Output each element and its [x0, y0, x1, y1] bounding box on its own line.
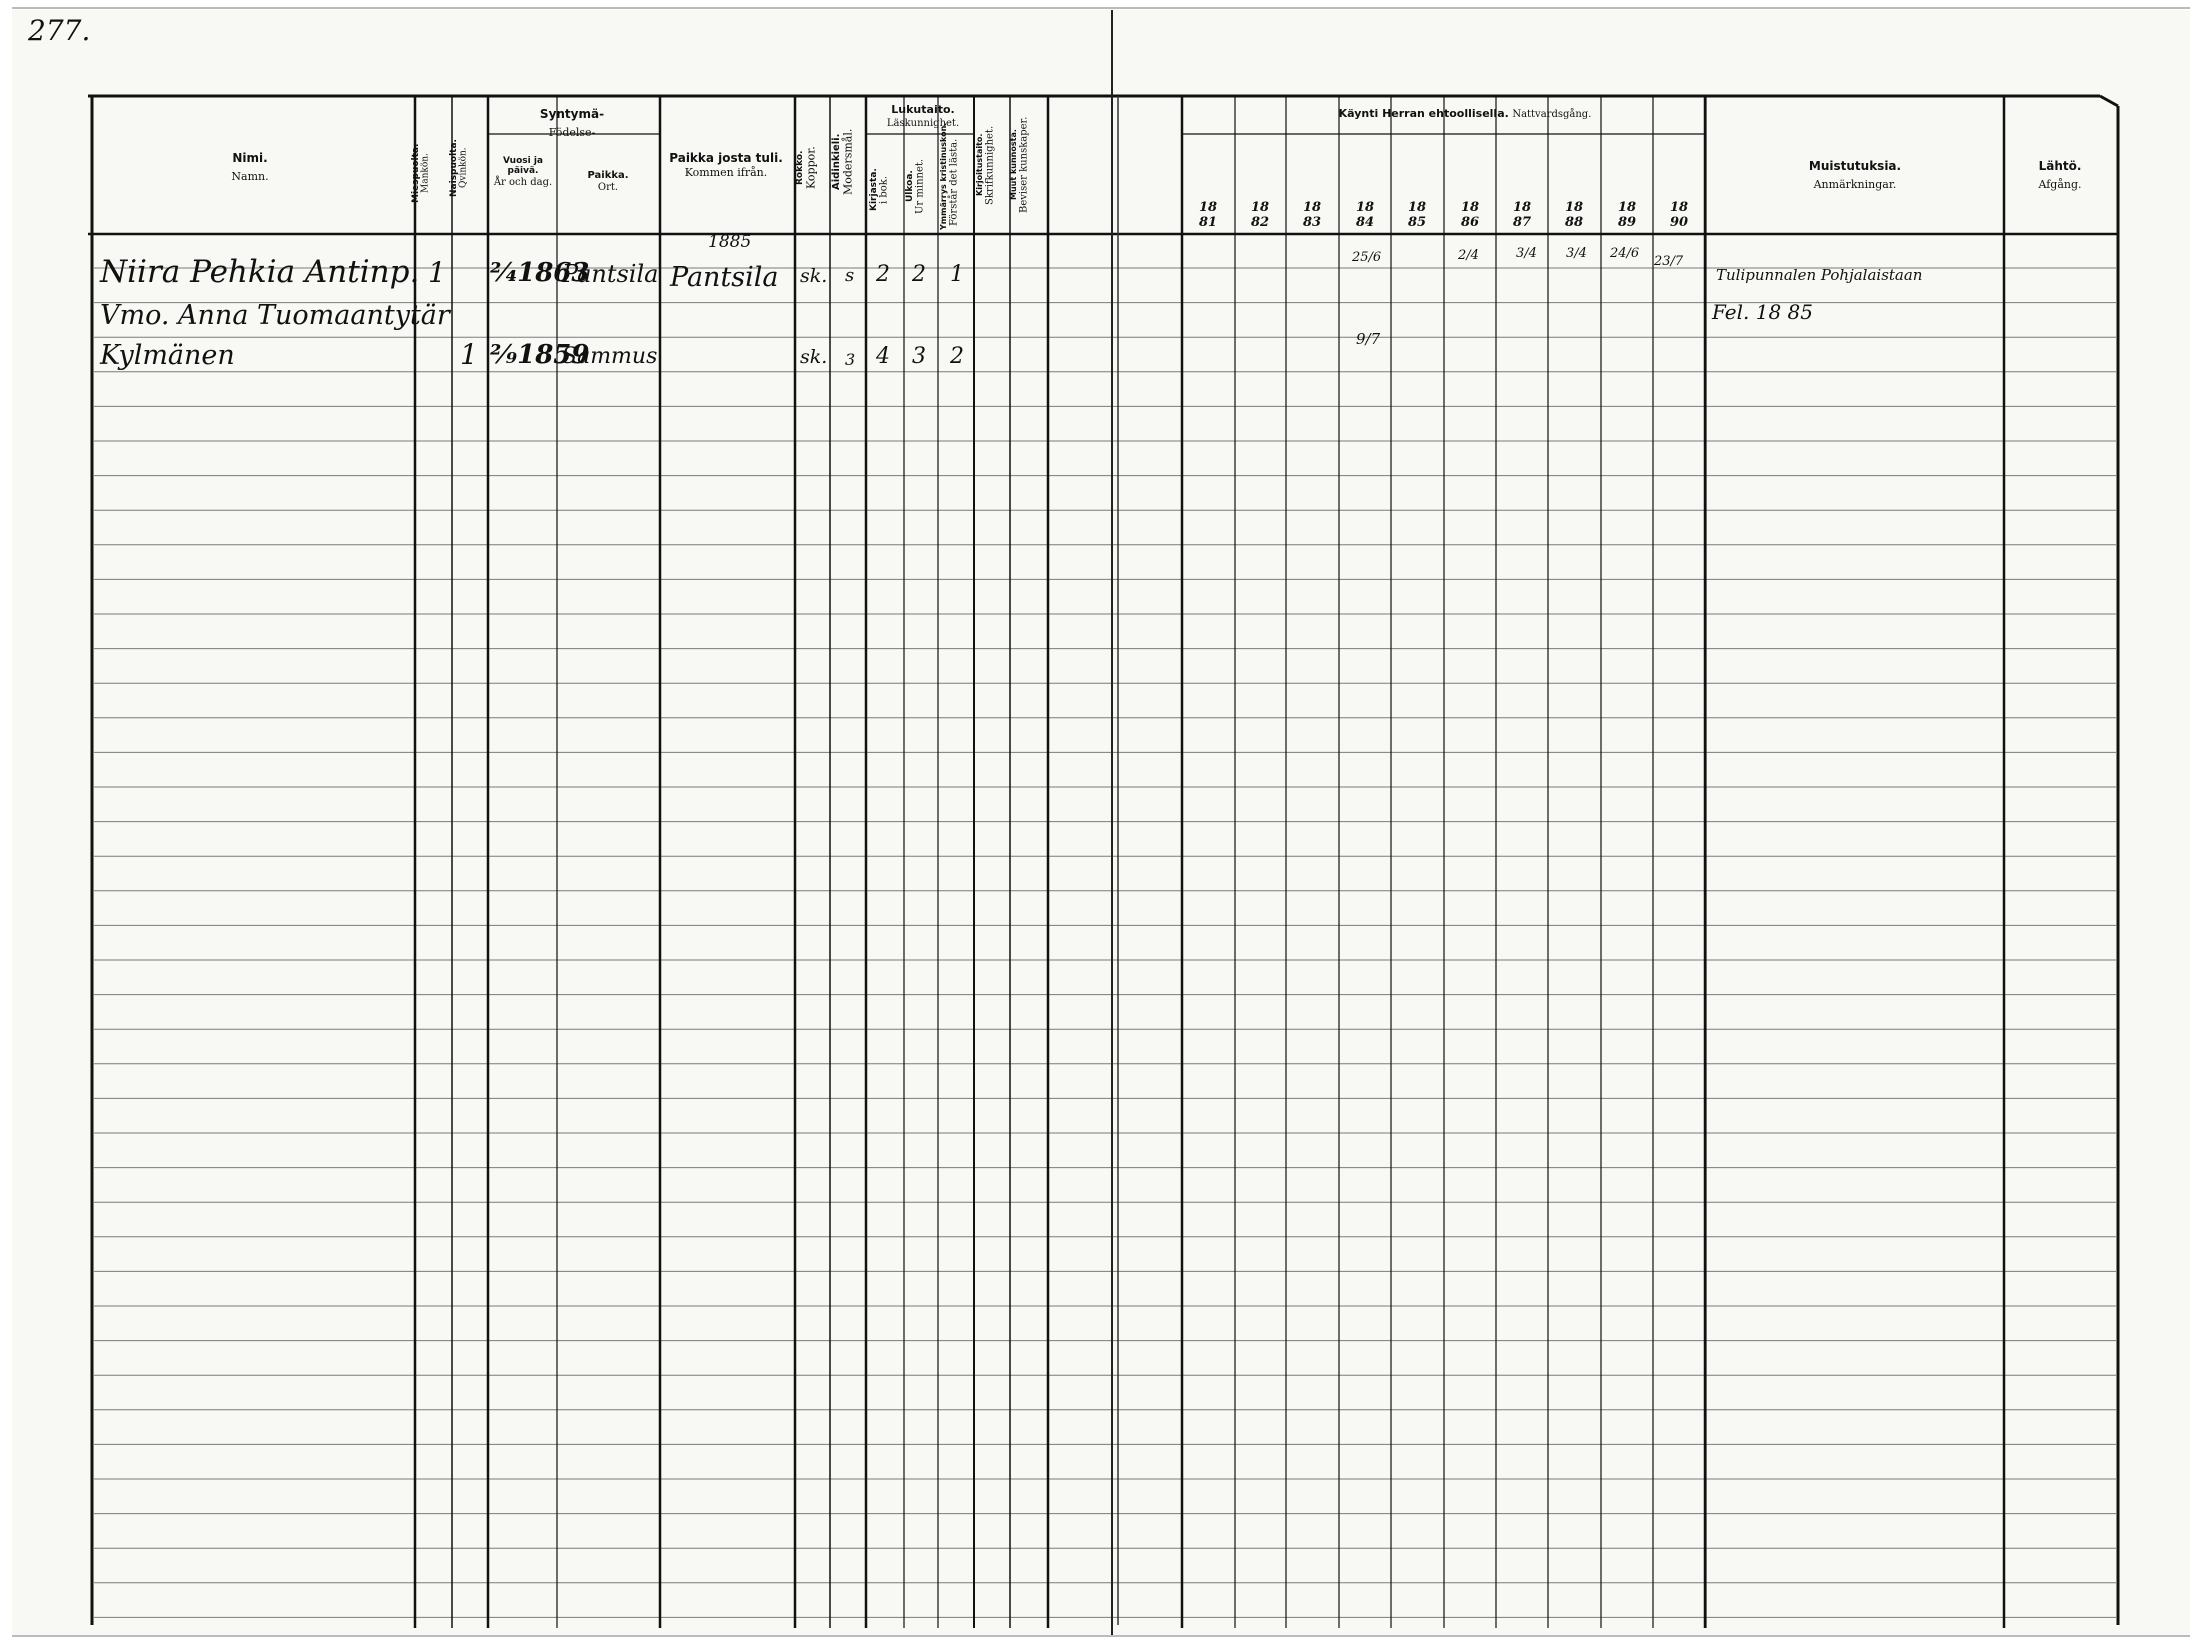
header-writing: Kirjoitustaito. Skrifkunnighet.	[975, 125, 996, 205]
entry-1-understanding: 1	[950, 262, 964, 287]
header-mother-tongue: Äidinkieli. Modersmål.	[831, 128, 855, 196]
entry-1-came-year: 1885	[708, 232, 752, 252]
communion-year-label: 18 87	[1512, 200, 1532, 230]
header-nimi: Nimi. Namn.	[231, 151, 269, 184]
entry-2-name: Vmo. Anna Tuomaantytär	[100, 300, 450, 331]
communion-mark: 3/4	[1516, 246, 1537, 261]
communion-year-label: 18 90	[1669, 200, 1689, 230]
communion-year-label: 18 86	[1460, 200, 1480, 230]
communion-year-label: 18 89	[1617, 200, 1637, 230]
entry-3-birth-date: ²⁄₉1859	[490, 340, 590, 370]
header-lukutaito: Lukutaito. Läskunnighet.	[886, 103, 960, 129]
frame-corner	[2100, 96, 2118, 106]
communion-mark: 24/6	[1610, 246, 1640, 261]
entry-1-reading: 2	[876, 262, 890, 287]
entry-1-notes: Tulipunnalen Pohjalaistaan	[1716, 266, 1923, 284]
header-departure: Lähtö. Afgång.	[2038, 159, 2082, 192]
header-understanding: Ymmärrys kristinuskon. Förstår det lästa.	[939, 122, 960, 230]
entry-1-name: Niira Pehkia Antinp.	[100, 254, 420, 290]
communion-mark: 23/7	[1654, 254, 1684, 269]
header-female: Naispuolta. Qvinkön.	[449, 139, 469, 197]
communion-year-label: 18 82	[1250, 200, 1270, 230]
communion-mark: 9/7	[1356, 330, 1381, 348]
entry-1-came-from: Pantsila	[670, 262, 779, 293]
header-syntyma: Syntymä- Födelse-	[539, 107, 605, 140]
entry-3-female: 1	[460, 338, 478, 371]
page-number: 277.	[28, 14, 91, 47]
communion-year-label: 18 85	[1407, 200, 1427, 230]
entry-3-birth-place: Sammus	[562, 344, 658, 369]
entry-1-language: s	[845, 265, 855, 286]
entry-1-memory: 2	[912, 262, 926, 287]
entry-3-language: 3	[845, 350, 856, 369]
entry-3-memory: 3	[912, 344, 926, 369]
header-smallpox: Rokko. Koppor.	[795, 146, 818, 190]
entry-1-smallpox: sk.	[800, 265, 828, 287]
header-from-book: Kirjasta. i bok.	[869, 168, 890, 212]
header-place: Paikka. Ort.	[587, 170, 629, 193]
entry-3-smallpox: sk.	[800, 346, 828, 368]
entry-3-name: Kylmänen	[100, 340, 235, 371]
header-communion: Käynti Herran ehtoollisella. Nattvardsgång.	[1338, 107, 1592, 120]
header-year-day: Vuosi ja päivä. År och dag.	[493, 156, 553, 188]
communion-year-label: 18 81	[1198, 200, 1218, 230]
header-male: Miespuolta. Mankön.	[411, 143, 431, 203]
header-from-memory: Ulkoa. Ur minnet.	[905, 158, 926, 214]
communion-mark: 25/6	[1352, 250, 1382, 265]
communion-year-label: 18 84	[1355, 200, 1375, 230]
entry-2-notes: Fel. 18 85	[1712, 300, 1813, 324]
communion-year-label: 18 88	[1564, 200, 1584, 230]
header-other-knowledge: Muut kunnosta. Beviser kunskaper.	[1009, 116, 1030, 214]
communion-year-label: 18 83	[1302, 200, 1322, 230]
entry-3-reading: 4	[876, 344, 890, 369]
entry-1-male: 1	[428, 256, 446, 289]
header-notes: Muistutuksia. Anmärkningar.	[1808, 159, 1902, 192]
entry-3-understanding: 2	[950, 344, 964, 369]
entry-1-birth-place: Pantsila	[562, 260, 659, 288]
header-came-from: Paikka josta tuli. Kommen ifrån.	[669, 151, 783, 179]
communion-mark: 2/4	[1458, 248, 1479, 263]
communion-mark: 3/4	[1566, 246, 1587, 261]
entry-1-birth-date: ²⁄₄1863	[490, 258, 590, 288]
